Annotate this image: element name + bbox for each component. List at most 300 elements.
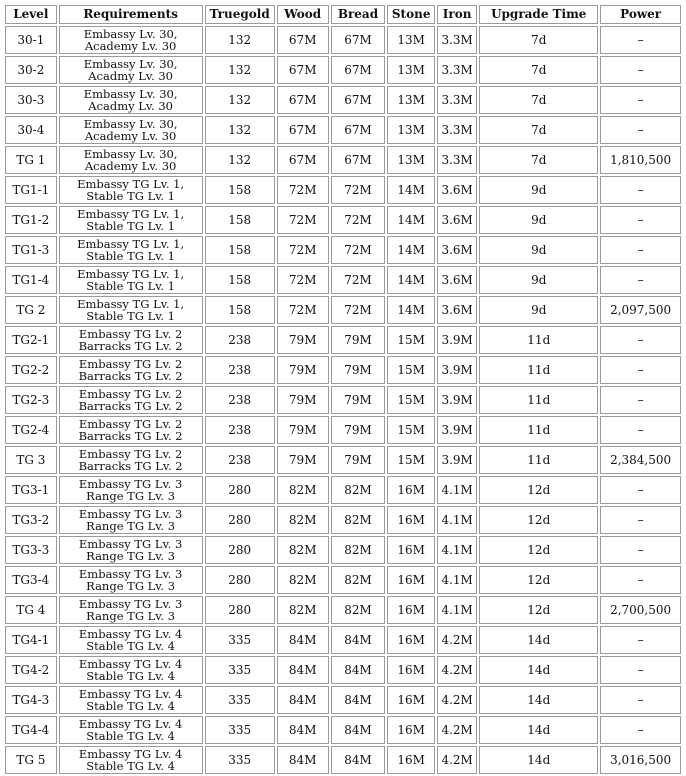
- bread-cell: 84M: [331, 656, 386, 684]
- wood-cell: 79M: [277, 386, 329, 414]
- iron-cell: 3.6M: [437, 236, 477, 264]
- upgrade-time-cell: 9d: [479, 206, 598, 234]
- power-cell: –: [600, 566, 681, 594]
- requirements-cell: [59, 446, 203, 474]
- wood-cell: 84M: [277, 686, 329, 714]
- wood-cell: 79M: [277, 416, 329, 444]
- iron-cell: 4.2M: [437, 746, 477, 774]
- bread-cell: 72M: [331, 236, 386, 264]
- wood-cell: 72M: [277, 236, 329, 264]
- bread-cell: 72M: [331, 296, 386, 324]
- bread-cell: 72M: [331, 206, 386, 234]
- iron-cell: 3.3M: [437, 146, 477, 174]
- iron-cell: 3.3M: [437, 26, 477, 54]
- requirement-line: Embassy TG Lv. 2: [78, 327, 183, 341]
- level-cell: TG2-1: [5, 326, 57, 354]
- wood-cell: 82M: [277, 566, 329, 594]
- level-cell: TG3-1: [5, 476, 57, 504]
- requirement-line: Stable TG Lv. 1: [86, 189, 175, 203]
- requirement-line: Embassy Lv. 30,: [83, 147, 178, 161]
- truegold-cell: 158: [205, 266, 275, 294]
- requirement-line: Range TG Lv. 3: [86, 519, 176, 533]
- truegold-cell: 280: [205, 596, 275, 624]
- wood-cell: 67M: [277, 56, 329, 84]
- truegold-cell: 238: [205, 386, 275, 414]
- stone-cell: 15M: [387, 386, 435, 414]
- bread-cell: 79M: [331, 416, 386, 444]
- requirements-cell: [59, 176, 203, 204]
- upgrade-time-cell: 11d: [479, 416, 598, 444]
- iron-cell: 4.2M: [437, 716, 477, 744]
- requirement-line: Barracks TG Lv. 2: [78, 459, 183, 473]
- level-cell: TG4-4: [5, 716, 57, 744]
- requirement-line: Embassy TG Lv. 3: [78, 477, 183, 491]
- requirement-line: Embassy TG Lv. 4: [78, 747, 183, 761]
- level-cell: TG2-4: [5, 416, 57, 444]
- iron-cell: 4.1M: [437, 566, 477, 594]
- iron-cell: 3.9M: [437, 446, 477, 474]
- upgrade-time-cell: 14d: [479, 686, 598, 714]
- requirement-line: Barracks TG Lv. 2: [78, 399, 183, 413]
- level-cell: TG 5: [5, 746, 57, 774]
- requirements-cell: [59, 26, 203, 54]
- upgrade-time-cell: 7d: [479, 26, 598, 54]
- iron-cell: 3.3M: [437, 86, 477, 114]
- power-cell: 3,016,500: [600, 746, 681, 774]
- power-cell: 2,097,500: [600, 296, 681, 324]
- header-iron: Iron: [437, 5, 477, 24]
- wood-cell: 79M: [277, 446, 329, 474]
- truegold-cell: 158: [205, 296, 275, 324]
- requirement-line: Embassy TG Lv. 3: [78, 537, 183, 551]
- stone-cell: 16M: [387, 716, 435, 744]
- power-cell: –: [600, 506, 681, 534]
- wood-cell: 67M: [277, 146, 329, 174]
- level-cell: TG4-2: [5, 656, 57, 684]
- requirement-line: Stable TG Lv. 1: [86, 309, 175, 323]
- requirement-line: Embassy TG Lv. 2: [78, 447, 183, 461]
- power-cell: –: [600, 56, 681, 84]
- upgrade-time-cell: 7d: [479, 86, 598, 114]
- truegold-cell: 335: [205, 656, 275, 684]
- power-cell: 2,700,500: [600, 596, 681, 624]
- bread-cell: 79M: [331, 356, 386, 384]
- requirement-line: Range TG Lv. 3: [86, 579, 176, 593]
- upgrade-time-cell: 11d: [479, 386, 598, 414]
- table-row: [5, 686, 681, 714]
- level-cell: TG3-3: [5, 536, 57, 564]
- requirement-line: Academy Lv. 30: [84, 159, 177, 173]
- table-row: [5, 146, 681, 174]
- power-cell: –: [600, 26, 681, 54]
- wood-cell: 67M: [277, 26, 329, 54]
- header-wood: Wood: [277, 5, 329, 24]
- requirements-cell: [59, 416, 203, 444]
- stone-cell: 15M: [387, 416, 435, 444]
- wood-cell: 84M: [277, 656, 329, 684]
- level-cell: TG3-2: [5, 506, 57, 534]
- wood-cell: 72M: [277, 206, 329, 234]
- power-cell: –: [600, 536, 681, 564]
- truegold-cell: 280: [205, 566, 275, 594]
- level-cell: TG 3: [5, 446, 57, 474]
- header-upgrade-time: Upgrade Time: [479, 5, 598, 24]
- requirements-cell: [59, 506, 203, 534]
- iron-cell: 3.9M: [437, 416, 477, 444]
- upgrade-time-cell: 12d: [479, 536, 598, 564]
- table-row: [5, 716, 681, 744]
- iron-cell: 4.2M: [437, 656, 477, 684]
- requirement-line: Range TG Lv. 3: [86, 489, 176, 503]
- requirement-line: Embassy TG Lv. 3: [78, 567, 183, 581]
- requirements-cell: [59, 296, 203, 324]
- power-cell: –: [600, 656, 681, 684]
- iron-cell: 3.9M: [437, 356, 477, 384]
- level-cell: 30-1: [5, 26, 57, 54]
- upgrade-time-cell: 9d: [479, 176, 598, 204]
- upgrade-time-cell: 11d: [479, 326, 598, 354]
- power-cell: –: [600, 266, 681, 294]
- truegold-cell: 335: [205, 716, 275, 744]
- requirements-cell: [59, 716, 203, 744]
- requirement-line: Stable TG Lv. 4: [86, 639, 175, 653]
- iron-cell: 3.6M: [437, 206, 477, 234]
- power-cell: –: [600, 236, 681, 264]
- table-row: [5, 416, 681, 444]
- table-row: [5, 266, 681, 294]
- table-row: [5, 206, 681, 234]
- table-row: [5, 596, 681, 624]
- upgrade-time-cell: 9d: [479, 296, 598, 324]
- header-row: [5, 5, 681, 24]
- iron-cell: 3.3M: [437, 116, 477, 144]
- wood-cell: 67M: [277, 86, 329, 114]
- requirements-cell: [59, 326, 203, 354]
- requirement-line: Stable TG Lv. 1: [86, 249, 175, 263]
- requirement-line: Stable TG Lv. 4: [86, 669, 175, 683]
- bread-cell: 67M: [331, 56, 386, 84]
- upgrade-table: [3, 3, 683, 776]
- table-row: [5, 356, 681, 384]
- bread-cell: 84M: [331, 716, 386, 744]
- requirement-line: Embassy TG Lv. 1,: [77, 297, 185, 311]
- level-cell: 30-2: [5, 56, 57, 84]
- wood-cell: 84M: [277, 626, 329, 654]
- wood-cell: 82M: [277, 476, 329, 504]
- power-cell: –: [600, 386, 681, 414]
- requirement-line: Embassy TG Lv. 1,: [77, 177, 185, 191]
- truegold-cell: 280: [205, 536, 275, 564]
- stone-cell: 16M: [387, 506, 435, 534]
- requirement-line: Stable TG Lv. 4: [86, 759, 175, 773]
- iron-cell: 4.1M: [437, 536, 477, 564]
- requirement-line: Embassy TG Lv. 2: [78, 417, 183, 431]
- stone-cell: 16M: [387, 566, 435, 594]
- stone-cell: 13M: [387, 56, 435, 84]
- requirement-line: Stable TG Lv. 4: [86, 699, 175, 713]
- bread-cell: 82M: [331, 536, 386, 564]
- requirements-cell: [59, 56, 203, 84]
- table-row: [5, 656, 681, 684]
- wood-cell: 82M: [277, 596, 329, 624]
- upgrade-time-cell: 12d: [479, 506, 598, 534]
- wood-cell: 72M: [277, 296, 329, 324]
- upgrade-time-cell: 14d: [479, 656, 598, 684]
- stone-cell: 15M: [387, 356, 435, 384]
- truegold-cell: 132: [205, 86, 275, 114]
- bread-cell: 84M: [331, 686, 386, 714]
- truegold-cell: 280: [205, 506, 275, 534]
- upgrade-time-cell: 14d: [479, 626, 598, 654]
- iron-cell: 3.6M: [437, 266, 477, 294]
- wood-cell: 84M: [277, 746, 329, 774]
- level-cell: TG1-3: [5, 236, 57, 264]
- stone-cell: 14M: [387, 296, 435, 324]
- requirements-cell: [59, 116, 203, 144]
- requirement-line: Barracks TG Lv. 2: [78, 369, 183, 383]
- upgrade-time-cell: 12d: [479, 566, 598, 594]
- stone-cell: 16M: [387, 656, 435, 684]
- requirement-line: Embassy TG Lv. 1,: [77, 207, 185, 221]
- requirement-line: Stable TG Lv. 4: [86, 729, 175, 743]
- truegold-cell: 158: [205, 176, 275, 204]
- requirements-cell: [59, 656, 203, 684]
- stone-cell: 13M: [387, 86, 435, 114]
- upgrade-time-cell: 14d: [479, 716, 598, 744]
- requirement-line: Barracks TG Lv. 2: [78, 339, 183, 353]
- stone-cell: 14M: [387, 266, 435, 294]
- requirements-cell: [59, 146, 203, 174]
- requirements-cell: [59, 596, 203, 624]
- truegold-cell: 158: [205, 236, 275, 264]
- stone-cell: 14M: [387, 236, 435, 264]
- power-cell: –: [600, 686, 681, 714]
- table-body: [5, 26, 681, 774]
- iron-cell: 3.9M: [437, 326, 477, 354]
- requirement-line: Embassy Lv. 30,: [83, 57, 178, 71]
- level-cell: TG2-2: [5, 356, 57, 384]
- table-row: [5, 176, 681, 204]
- table-row: [5, 626, 681, 654]
- header-stone: Stone: [387, 5, 435, 24]
- requirements-cell: [59, 206, 203, 234]
- bread-cell: 79M: [331, 446, 386, 474]
- stone-cell: 16M: [387, 596, 435, 624]
- power-cell: –: [600, 416, 681, 444]
- header-bread: Bread: [331, 5, 386, 24]
- requirement-line: Range TG Lv. 3: [86, 549, 176, 563]
- requirements-cell: [59, 686, 203, 714]
- requirement-line: Acadmy Lv. 30: [88, 69, 173, 83]
- iron-cell: 3.6M: [437, 296, 477, 324]
- upgrade-time-cell: 12d: [479, 596, 598, 624]
- requirements-cell: [59, 476, 203, 504]
- level-cell: TG 4: [5, 596, 57, 624]
- stone-cell: 13M: [387, 26, 435, 54]
- table-row: [5, 326, 681, 354]
- header-level: Level: [5, 5, 57, 24]
- stone-cell: 16M: [387, 686, 435, 714]
- requirement-line: Embassy TG Lv. 3: [78, 597, 183, 611]
- wood-cell: 67M: [277, 116, 329, 144]
- requirement-line: Embassy TG Lv. 4: [78, 657, 183, 671]
- requirement-line: Embassy TG Lv. 2: [78, 357, 183, 371]
- iron-cell: 3.3M: [437, 56, 477, 84]
- requirement-line: Embassy TG Lv. 1,: [77, 237, 185, 251]
- truegold-cell: 335: [205, 626, 275, 654]
- table-row: [5, 746, 681, 774]
- wood-cell: 82M: [277, 536, 329, 564]
- iron-cell: 4.2M: [437, 626, 477, 654]
- requirements-cell: [59, 266, 203, 294]
- table-row: [5, 116, 681, 144]
- bread-cell: 82M: [331, 596, 386, 624]
- level-cell: TG1-2: [5, 206, 57, 234]
- table-row: [5, 56, 681, 84]
- wood-cell: 79M: [277, 356, 329, 384]
- requirement-line: Embassy Lv. 30,: [83, 27, 178, 41]
- bread-cell: 82M: [331, 476, 386, 504]
- power-cell: –: [600, 476, 681, 504]
- truegold-cell: 238: [205, 356, 275, 384]
- bread-cell: 79M: [331, 386, 386, 414]
- truegold-cell: 238: [205, 446, 275, 474]
- bread-cell: 72M: [331, 176, 386, 204]
- upgrade-time-cell: 11d: [479, 446, 598, 474]
- upgrade-time-cell: 11d: [479, 356, 598, 384]
- requirement-line: Range TG Lv. 3: [86, 609, 176, 623]
- requirement-line: Embassy TG Lv. 2: [78, 387, 183, 401]
- iron-cell: 4.1M: [437, 476, 477, 504]
- wood-cell: 82M: [277, 506, 329, 534]
- bread-cell: 84M: [331, 626, 386, 654]
- requirements-cell: [59, 626, 203, 654]
- table-row: [5, 476, 681, 504]
- power-cell: –: [600, 356, 681, 384]
- power-cell: –: [600, 626, 681, 654]
- level-cell: 30-3: [5, 86, 57, 114]
- requirements-cell: [59, 386, 203, 414]
- stone-cell: 15M: [387, 446, 435, 474]
- truegold-cell: 158: [205, 206, 275, 234]
- truegold-cell: 238: [205, 326, 275, 354]
- truegold-cell: 132: [205, 146, 275, 174]
- table-row: [5, 386, 681, 414]
- header-power: Power: [600, 5, 681, 24]
- requirement-line: Stable TG Lv. 1: [86, 219, 175, 233]
- power-cell: –: [600, 326, 681, 354]
- level-cell: TG4-3: [5, 686, 57, 714]
- bread-cell: 82M: [331, 566, 386, 594]
- header-requirements: Requirements: [59, 5, 203, 24]
- stone-cell: 15M: [387, 326, 435, 354]
- requirement-line: Embassy TG Lv. 3: [78, 507, 183, 521]
- level-cell: TG1-1: [5, 176, 57, 204]
- stone-cell: 16M: [387, 476, 435, 504]
- truegold-cell: 335: [205, 746, 275, 774]
- level-cell: TG 2: [5, 296, 57, 324]
- iron-cell: 4.1M: [437, 596, 477, 624]
- power-cell: –: [600, 206, 681, 234]
- upgrade-time-cell: 7d: [479, 146, 598, 174]
- wood-cell: 84M: [277, 716, 329, 744]
- table-row: [5, 446, 681, 474]
- requirement-line: Embassy TG Lv. 4: [78, 717, 183, 731]
- iron-cell: 3.6M: [437, 176, 477, 204]
- stone-cell: 16M: [387, 536, 435, 564]
- table-row: [5, 296, 681, 324]
- requirement-line: Academy Lv. 30: [84, 39, 177, 53]
- requirements-cell: [59, 566, 203, 594]
- table-row: [5, 86, 681, 114]
- upgrade-time-cell: 9d: [479, 266, 598, 294]
- upgrade-time-cell: 7d: [479, 56, 598, 84]
- requirement-line: Embassy TG Lv. 4: [78, 687, 183, 701]
- stone-cell: 16M: [387, 746, 435, 774]
- bread-cell: 72M: [331, 266, 386, 294]
- stone-cell: 13M: [387, 116, 435, 144]
- power-cell: –: [600, 86, 681, 114]
- requirement-line: Embassy TG Lv. 1,: [77, 267, 185, 281]
- requirement-line: Embassy Lv. 30,: [83, 87, 178, 101]
- requirement-line: Barracks TG Lv. 2: [78, 429, 183, 443]
- wood-cell: 72M: [277, 176, 329, 204]
- bread-cell: 67M: [331, 86, 386, 114]
- level-cell: TG1-4: [5, 266, 57, 294]
- level-cell: TG3-4: [5, 566, 57, 594]
- upgrade-time-cell: 7d: [479, 116, 598, 144]
- bread-cell: 67M: [331, 26, 386, 54]
- bread-cell: 67M: [331, 116, 386, 144]
- truegold-cell: 335: [205, 686, 275, 714]
- power-cell: 1,810,500: [600, 146, 681, 174]
- iron-cell: 4.2M: [437, 686, 477, 714]
- table-row: [5, 26, 681, 54]
- upgrade-time-cell: 12d: [479, 476, 598, 504]
- stone-cell: 14M: [387, 206, 435, 234]
- table-row: [5, 506, 681, 534]
- bread-cell: 84M: [331, 746, 386, 774]
- bread-cell: 67M: [331, 146, 386, 174]
- requirement-line: Embassy TG Lv. 4: [78, 627, 183, 641]
- table-row: [5, 536, 681, 564]
- truegold-cell: 238: [205, 416, 275, 444]
- upgrade-time-cell: 14d: [479, 746, 598, 774]
- requirement-line: Academy Lv. 30: [84, 129, 177, 143]
- stone-cell: 16M: [387, 626, 435, 654]
- stone-cell: 13M: [387, 146, 435, 174]
- level-cell: TG4-1: [5, 626, 57, 654]
- bread-cell: 82M: [331, 506, 386, 534]
- bread-cell: 79M: [331, 326, 386, 354]
- power-cell: 2,384,500: [600, 446, 681, 474]
- level-cell: TG 1: [5, 146, 57, 174]
- stone-cell: 14M: [387, 176, 435, 204]
- level-cell: TG2-3: [5, 386, 57, 414]
- iron-cell: 3.9M: [437, 386, 477, 414]
- requirement-line: Embassy Lv. 30,: [83, 117, 178, 131]
- power-cell: –: [600, 116, 681, 144]
- table-row: [5, 566, 681, 594]
- truegold-cell: 132: [205, 26, 275, 54]
- power-cell: –: [600, 716, 681, 744]
- table-row: [5, 236, 681, 264]
- requirements-cell: [59, 536, 203, 564]
- requirement-line: Stable TG Lv. 1: [86, 279, 175, 293]
- truegold-cell: 132: [205, 56, 275, 84]
- truegold-cell: 280: [205, 476, 275, 504]
- truegold-cell: 132: [205, 116, 275, 144]
